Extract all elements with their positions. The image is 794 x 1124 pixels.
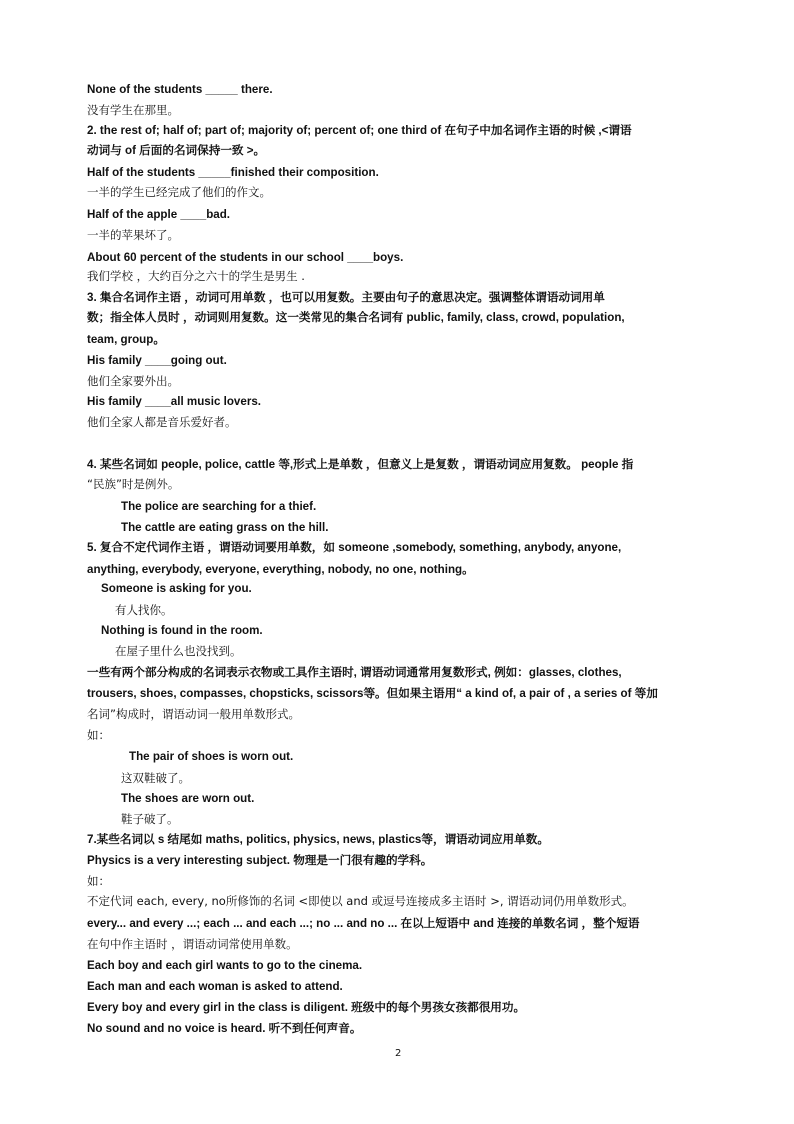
text-line: His family ____going out. [87, 354, 227, 367]
text-line: 名词”构成时，谓语动词一般用单数形式。 [87, 707, 300, 721]
text-line: The cattle are eating grass on the hill. [121, 521, 329, 534]
text-line: 如： [87, 874, 110, 888]
text-line: 鞋子破了。 [121, 812, 179, 826]
text-line: 他们全家人都是音乐爱好者。 [87, 415, 237, 429]
text-line: 这双鞋破了。 [121, 771, 190, 785]
text-line: The shoes are worn out. [121, 792, 255, 805]
text-line: Each boy and each girl wants to go to the cinema. [87, 959, 363, 972]
text-line: 在屋子里什么也没找到。 [115, 644, 242, 658]
text-line: Every boy and every girl in the class is diligent. 班级中的每个男孩女孩都很用功。 [87, 1001, 526, 1014]
text-line: Half of the students _____finished their composition. [87, 166, 379, 179]
text-line: His family ____all music lovers. [87, 395, 262, 408]
text-line: 有人找你。 [115, 603, 173, 617]
text-line: 7.某些名词以 s 结尾如 maths, politics, physics, news, plastics等，谓语动词应用单数。 [87, 833, 549, 846]
text-line: every... and every ...; each ... and each ...; no ... and no ... 在以上短语中 and 连接的单数名词 ，整个短语 [87, 917, 640, 930]
text-line: “民族”时是例外。 [87, 477, 180, 491]
text-line: 5. 复合不定代词作主语 ，谓语动词要用单数，如 someone ,somebody, something, anybody, anyone, [87, 541, 622, 554]
text-line: 动词与 of 后面的名词保持一致 >。 [87, 144, 266, 157]
text-line: None of the students _____ there. [87, 83, 273, 96]
text-line: 在句中作主语时 ，谓语动词常使用单数。 [87, 937, 298, 951]
text-line: 3. 集合名词作主语 ，动词可用单数 ，也可以用复数。主要由句子的意思决定。强调整体谓语动词用单 [87, 291, 605, 304]
text-line: 一些有两个部分构成的名词表示衣物或工具作主语时, 谓语动词通常用复数形式, 例如：glasses, clothes, [87, 666, 622, 679]
text-line: Someone is asking for you. [101, 582, 252, 595]
text-line: team, group。 [87, 333, 165, 346]
text-line: Physics is a very interesting subject. 物理是一门很有趣的学科。 [87, 854, 433, 867]
text-line: No sound and no voice is heard. 听不到任何声音。 [87, 1022, 362, 1035]
page-number: 2 [395, 1048, 402, 1059]
text-line: 没有学生在那里。 [87, 103, 179, 117]
text-line: Half of the apple ____bad. [87, 208, 231, 221]
text-line: trousers, shoes, compasses, chopsticks, scissors等。但如果主语用“ a kind of, a pair of , a series of 等加 [87, 687, 658, 700]
text-line: Each man and each woman is asked to attend. [87, 980, 343, 993]
text-line: 2. the rest of; half of; part of; majority of; percent of; one third of 在句子中加名词作主语的时候 ,<谓语 [87, 124, 632, 137]
text-line: The pair of shoes is worn out. [129, 750, 294, 763]
text-line: 我们学校 ，大约百分之六十的学生是男生 . [87, 269, 305, 283]
text-line: 不定代词 each, every, no所修饰的名词 <即使以 and 或逗号连接成多主语时 >, 谓语动词仍用单数形式。 [87, 894, 634, 908]
text-line: 数；指全体人员时 ，动词则用复数。这一类常见的集合名词有 public, family, class, crowd, population, [87, 311, 625, 324]
text-line: Nothing is found in the room. [101, 624, 263, 637]
text-line: The police are searching for a thief. [121, 500, 317, 513]
text-line: 一半的苹果坏了。 [87, 228, 179, 242]
text-line: anything, everybody, everyone, everything, nobody, no one, nothing。 [87, 563, 474, 576]
text-line: 一半的学生已经完成了他们的作文。 [87, 185, 271, 199]
text-line: 他们全家要外出。 [87, 374, 179, 388]
text-line: 4. 某些名词如 people, police, cattle 等,形式上是单数 ，但意义上是复数 ，谓语动词应用复数。 people 指 [87, 458, 634, 471]
text-line: 如： [87, 728, 110, 742]
text-line: About 60 percent of the students in our school ____boys. [87, 251, 404, 264]
